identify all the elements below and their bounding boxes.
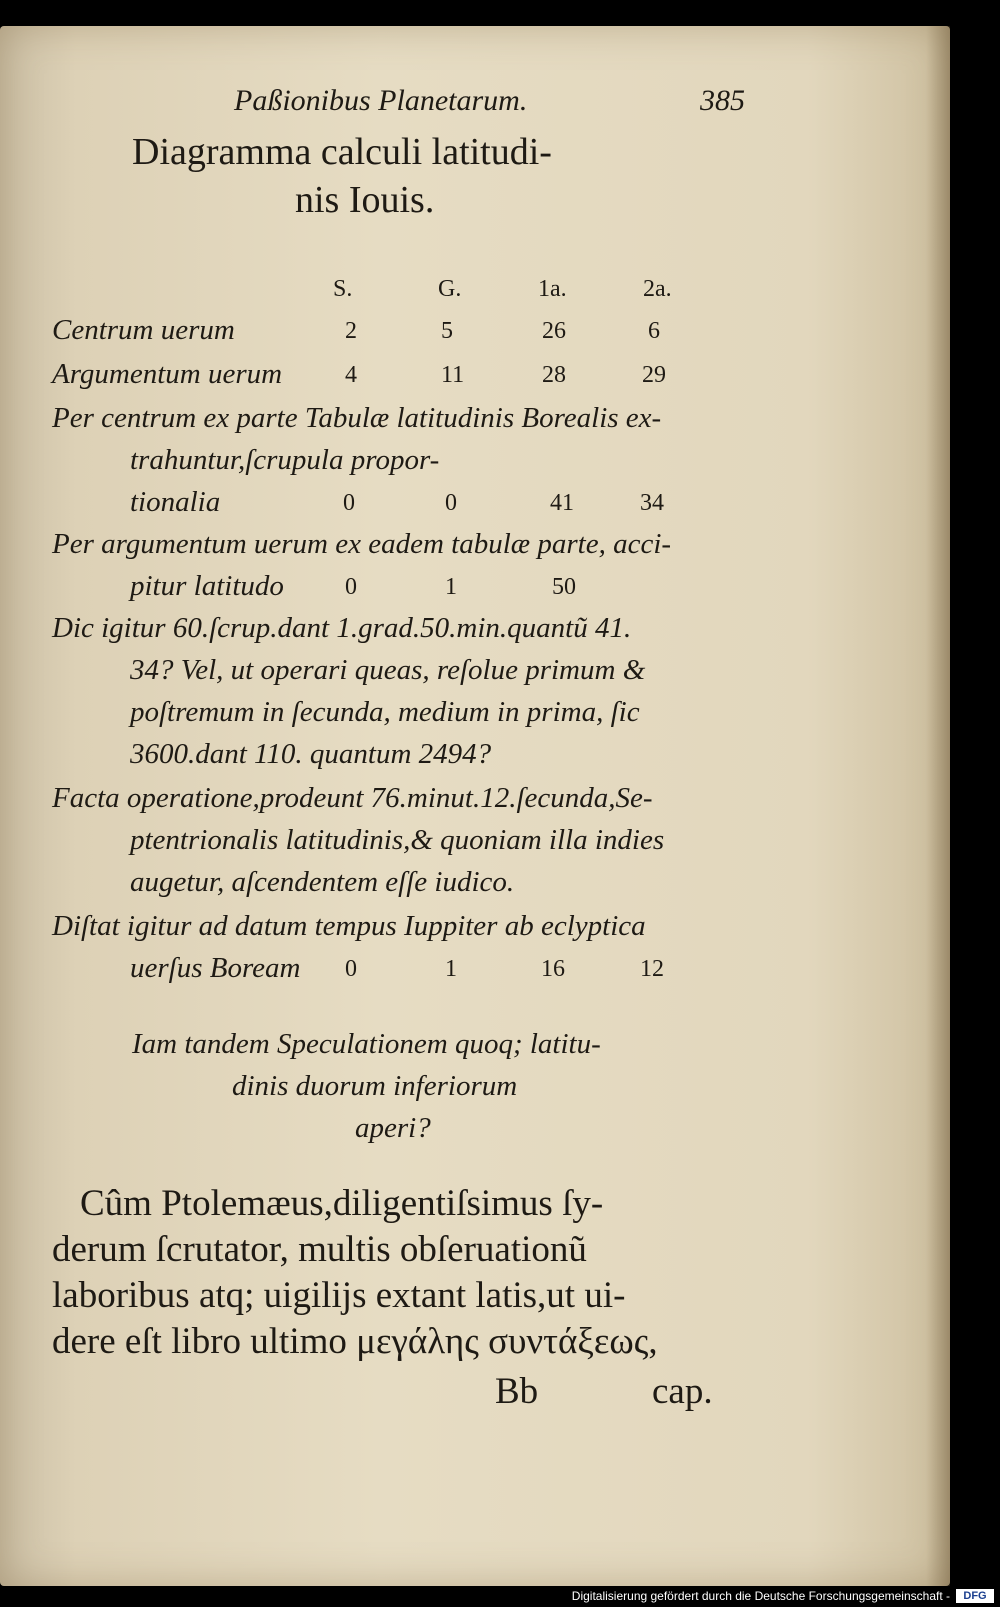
row-value: 2	[345, 318, 357, 344]
dfg-logo-icon: DFG	[956, 1589, 994, 1603]
para1-value: 0	[343, 490, 355, 516]
row-value: 5	[441, 318, 453, 344]
para4-line1: Facta operatione,prodeunt 76.minut.12.ſecunda,Se-	[52, 782, 653, 814]
body-line3: laboribus atq; uigilijs extant latis,ut ui-	[52, 1275, 626, 1316]
para3-line3: poſtremum in ſecunda, medium in prima, ſic	[130, 696, 640, 728]
para1-line1: Per centrum ex parte Tabulæ latitudinis Borealis ex-	[52, 402, 662, 434]
body-line1: Cûm Ptolemæus,diligentiſsimus ſy-	[80, 1183, 604, 1224]
row-value: 6	[648, 318, 660, 344]
col-header-seconds: 2a.	[643, 276, 672, 302]
para2-value: 50	[552, 574, 576, 600]
para5-value: 12	[640, 956, 664, 982]
title-line-1: Diagramma calculi latitudi-	[132, 131, 552, 173]
para2-value: 1	[445, 574, 457, 600]
page-number: 385	[700, 84, 745, 117]
para1-value: 34	[640, 490, 664, 516]
body-line2: derum ſcrutator, multis obſeruationũ	[52, 1229, 587, 1270]
para5-line1: Diſtat igitur ad datum tempus Iuppiter ab eclyptica	[52, 910, 646, 942]
section-heading-line3: aperi?	[355, 1112, 431, 1144]
para1-line2: trahuntur,ſcrupula propor-	[130, 444, 440, 476]
row-label-centrum: Centrum uerum	[52, 314, 235, 346]
para4-line3: augetur, aſcendentem eſſe iudico.	[130, 866, 515, 898]
para3-line1: Dic igitur 60.ſcrup.dant 1.grad.50.min.quantũ 41.	[52, 612, 632, 644]
para1-value: 0	[445, 490, 457, 516]
para5-line2-label: uerſus Boream	[130, 952, 301, 984]
para2-value: 0	[345, 574, 357, 600]
para5-value: 0	[345, 956, 357, 982]
title-line-2: nis Iouis.	[295, 179, 435, 221]
col-header-minutes: 1a.	[538, 276, 567, 302]
section-heading-line2: dinis duorum inferiorum	[232, 1070, 518, 1102]
signature-mark: Bb	[495, 1371, 539, 1412]
row-label-argumentum: Argumentum uerum	[52, 358, 283, 390]
para2-line1: Per argumentum uerum ex eadem tabulæ parte, acci-	[52, 528, 672, 560]
para4-line2: ptentrionalis latitudinis,& quoniam illa indies	[130, 824, 665, 856]
para1-value: 41	[550, 490, 574, 516]
row-value: 11	[441, 362, 465, 388]
row-value: 4	[345, 362, 357, 388]
col-header-signs: S.	[333, 276, 353, 302]
row-value: 26	[542, 318, 566, 344]
running-title: Paßionibus Planetarum.	[234, 84, 528, 117]
para5-value: 1	[445, 956, 457, 982]
catchword: cap.	[652, 1371, 713, 1412]
para3-line4: 3600.dant 110. quantum 2494?	[130, 738, 492, 770]
row-value: 29	[642, 362, 666, 388]
row-value: 28	[542, 362, 566, 388]
book-page	[0, 26, 950, 1586]
col-header-degrees: G.	[438, 276, 462, 302]
footer-bar	[0, 1586, 1000, 1607]
para5-value: 16	[541, 956, 565, 982]
body-line4: dere eſt libro ultimo μεγάλης συντάξεως,	[52, 1321, 658, 1362]
para3-line2: 34? Vel, ut operari queas, reſolue primum &	[130, 654, 646, 686]
para1-line3-label: tionalia	[130, 486, 221, 518]
para2-line2-label: pitur latitudo	[130, 570, 284, 602]
footer-credit: Digitalisierung gefördert durch die Deutsche Forschungsgemeinschaft -	[571, 1589, 950, 1603]
section-heading-line1: Iam tandem Speculationem quoq; latitu-	[132, 1028, 601, 1060]
